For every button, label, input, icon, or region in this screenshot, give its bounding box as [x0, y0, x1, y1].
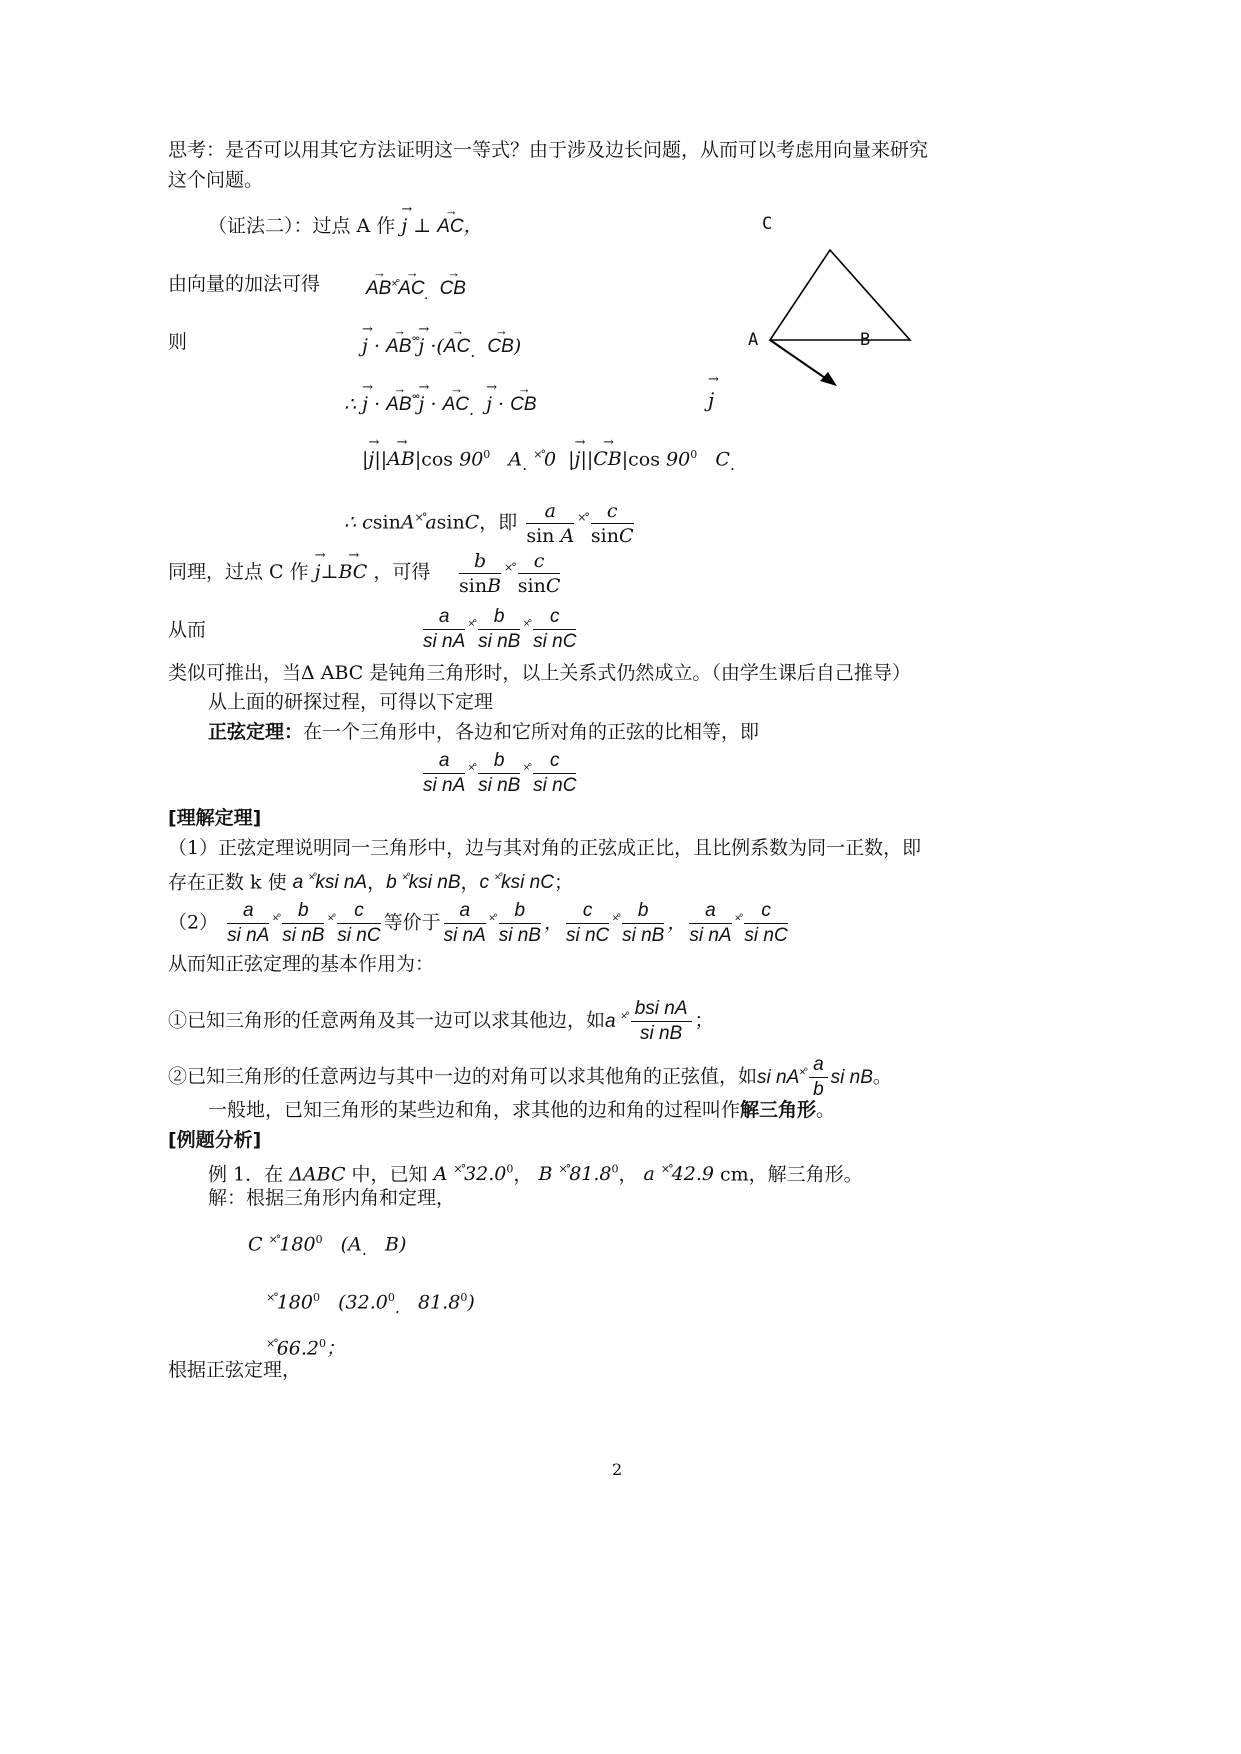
- same-prefix: 同理，过点 C 作: [168, 561, 309, 583]
- understand-heading: [理解定理]: [168, 807, 262, 829]
- use-2: ②已知三角形的任意两边与其中一边的对角可以求其他角的正弦值，如si nA×° $\frac{a}{b}$ si nB。: [168, 1054, 892, 1100]
- calc-line-1: C $^{\times^\circ}180^0$ ($A_.$ B): [248, 1233, 407, 1260]
- understand-1a: （1）正弦定理说明同一三角形中，边与其对角的正弦成正比，且比例系数为同一正数，即: [168, 837, 922, 859]
- add-formula: → $AB^{\times^\circ}\to AC_.$ → CB: [366, 272, 466, 307]
- understand-1b: 存在正数 k 使 a ×°ksi nA，b ×°ksi nB，c ×°ksi nC；: [168, 871, 573, 894]
- u2-label: （2）: [168, 911, 219, 934]
- therefore-formula-1: ∴ → j · → AB°°→ j · → $AC_. \to j$ · → CB: [344, 388, 537, 422]
- general-line: 一般地，已知三角形的某些边和角，求其他的边和角的过程叫作解三角形。: [208, 1099, 836, 1121]
- general-bold: 解三角形: [740, 1099, 817, 1121]
- use2-text: ②已知三角形的任意两边与其中一边的对角可以求其他角的正弦值，如: [168, 1065, 758, 1088]
- same-formula: $\frac{b}{\sin B}$ ×° $\frac{c}{\sin C}$: [459, 550, 561, 597]
- from-above-line: 从上面的研探过程，可得以下定理: [208, 691, 494, 713]
- thus-label: 从而: [168, 619, 207, 641]
- then-label: 则: [168, 331, 188, 353]
- cos-formula: |→ j||→ AB|cos $90^0$ $A_.$ ×°0 |→ j||→ CB|cos $90^0$ $C_.$: [362, 443, 735, 477]
- same-line: 同理，过点 C 作 → j⊥→ BC ，可得: [168, 560, 430, 584]
- think-line-1: 思考：是否可以用其它方法证明这一等式？由于涉及边长问题，从而可以考虑用向量来研究: [168, 139, 929, 161]
- use1-text: ①已知三角形的任意两角及其一边可以求其他边，如: [168, 1009, 606, 1032]
- page-number: 2: [612, 1460, 623, 1479]
- example-1: 例 1．在 ΔABC 中，已知 A ×°32.0$^0$， B ×°81.8$^0$， a ×°42.9 cm，解三角形。: [208, 1163, 863, 1186]
- example-heading: [例题分析]: [168, 1129, 262, 1151]
- ex1-a: 例 1．在: [208, 1163, 284, 1186]
- vector-j-arrowhead: [820, 372, 837, 386]
- basic-use: 从而知正弦定理的基本作用为：: [168, 953, 435, 975]
- label-c: C: [762, 214, 773, 234]
- label-b: B: [860, 330, 871, 350]
- u1b-text: 存在正数 k 使: [168, 871, 287, 894]
- thus-formula: $\frac{a}{\text{si nA}}$ ×° $\frac{b}{\text{si nB}}$ ×° $\frac{c}{\text{si nC}}$: [423, 606, 577, 652]
- proof2-formula: → j ⊥ → AC，: [401, 215, 482, 237]
- theorem-title: 正弦定理：: [208, 721, 304, 743]
- triangle-figure: [708, 214, 980, 430]
- use-1: ①已知三角形的任意两角及其一边可以求其他边，如a ×° $\frac{\text{bsi nA}}{\text{si nB}}$ ；: [168, 998, 714, 1044]
- theorem-formula: $\frac{a}{\text{si nA}}$ ×° $\frac{b}{\text{si nB}}$ ×° $\frac{c}{\text{si nC}}$: [423, 750, 577, 796]
- calc-line-2: $^{\times^\circ}180^0$ ($32.0^0_.$ 81.8$^0$): [266, 1291, 475, 1318]
- csinA-formula: ∴ csinA×°asinC，即 $\frac{a}{\text{sin A}}$ ×° $\frac{c}{\sin C}$: [344, 500, 634, 547]
- think-line-2: 这个问题。: [168, 169, 264, 191]
- theorem-body: 在一个三角形中，各边和它所对角的正弦的比相等，即: [303, 721, 760, 743]
- obtuse-line: 类似可推出，当Δ ABC 是钝角三角形时，以上关系式仍然成立。（由学生课后自己推导）: [168, 662, 911, 684]
- then-formula: → j · → AB°°→ j ·(→ $AC_. \to CB$): [362, 330, 521, 364]
- vector-j-line: [770, 340, 828, 380]
- label-a: A: [748, 330, 759, 350]
- theorem-line: [208, 720, 759, 744]
- ex1-c: cm，解三角形。: [720, 1163, 863, 1186]
- general-text: 一般地，已知三角形的某些边和角，求其他的边和角的过程叫作: [208, 1099, 741, 1121]
- add-label: 由向量的加法可得: [168, 273, 321, 295]
- triangle-abc: [770, 250, 910, 340]
- calc-line-3: ×°66.2$^0$；: [266, 1337, 346, 1360]
- example-solution: 解：根据三角形内角和定理，: [208, 1187, 456, 1209]
- ex1-b: 中，已知: [351, 1163, 428, 1186]
- proof2-line: [208, 214, 483, 239]
- understand-2: （2） $\frac{a}{\text{si nA}}$ ×° $\frac{b}{\text{si nB}}$ ×° $\frac{c}{\text{si nC}}$ 等价于 $\frac{a}{\text{si nA}}$ ×° $\frac{b}{\text{si nB}}$ ， $\frac{c}{\text{si nC}}$ ×° $\frac{b}{\text{si nB}}$ ， $\frac{a}{\text{si nA}}$ ×° $\frac{c}{\text{si nC}}$: [168, 900, 788, 946]
- proof2-label: （证法二）：过点 A 作: [208, 215, 396, 237]
- by-sine-law: 根据正弦定理，: [168, 1359, 302, 1381]
- u2-equiv: 等价于: [383, 911, 441, 934]
- label-j: [708, 388, 714, 412]
- same-suffix: ，可得: [373, 561, 431, 583]
- label-j-text: → j: [708, 388, 714, 412]
